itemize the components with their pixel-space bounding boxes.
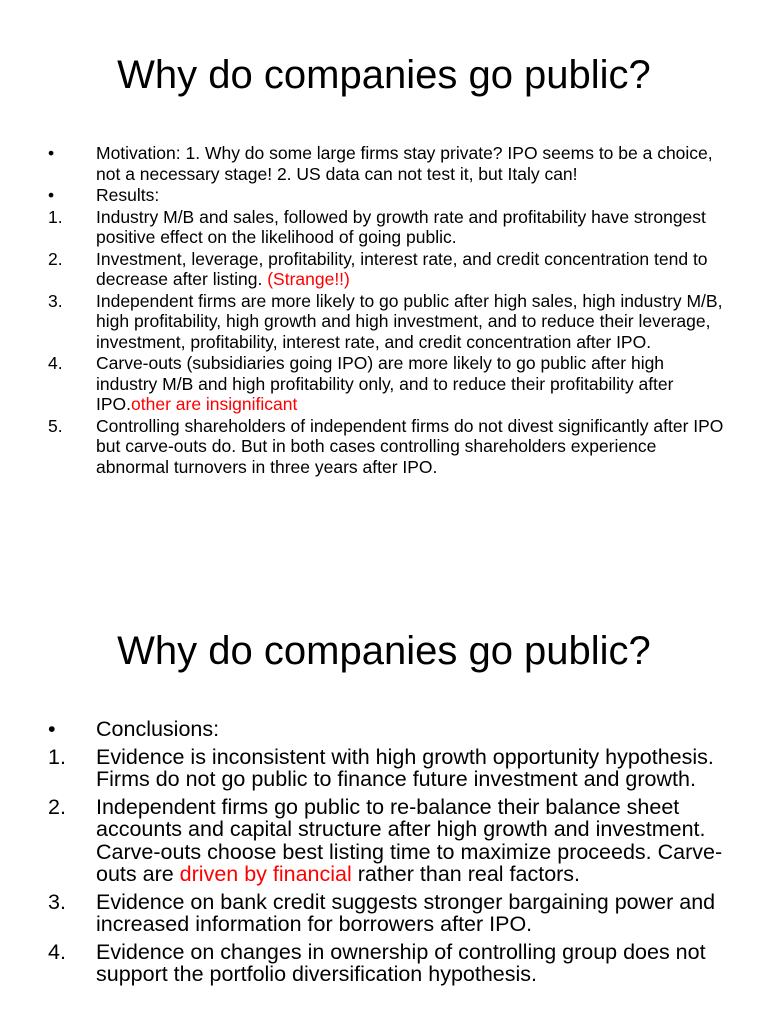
item-text: Evidence on bank credit suggests stronger bargaining power and increased information for borrowers after IPO. bbox=[96, 889, 716, 936]
slide-2 bbox=[0, 600, 768, 1024]
slide-1-title: Why do companies go public? bbox=[117, 53, 651, 97]
number-marker: 3. bbox=[48, 889, 66, 914]
bullet-marker: • bbox=[48, 717, 56, 741]
number-marker: 2. bbox=[48, 794, 66, 819]
number-marker: 3. bbox=[48, 290, 63, 311]
item-text: Independent firms go public to re-balance their balance sheet accounts and capital structure after high growth and investment. Carve-outs choose best listing time to maximize proceeds. Carve-outs are bbox=[96, 794, 723, 886]
bullet-marker: • bbox=[48, 143, 55, 163]
number-marker: 1. bbox=[48, 744, 66, 769]
conclusion-item-2 bbox=[0, 796, 768, 886]
conclusion-item-1 bbox=[0, 746, 768, 791]
number-marker: 1. bbox=[48, 206, 63, 227]
item-text: Results: bbox=[96, 185, 160, 205]
item-text: Conclusions: bbox=[96, 717, 220, 741]
number-marker: 2. bbox=[48, 248, 63, 269]
number-marker: 4. bbox=[48, 939, 66, 964]
number-marker: 4. bbox=[48, 353, 63, 373]
result-item-2 bbox=[0, 249, 768, 290]
item-text: Evidence is inconsistent with high growth opportunity hypothesis. Firms do not go public to finance future investment and growth. bbox=[96, 744, 714, 791]
conclusions-heading-item bbox=[0, 718, 768, 741]
result-item-3 bbox=[0, 291, 768, 353]
item-text: Investment, leverage, profitability, interest rate, and credit concentration tend to decrease after listing. bbox=[96, 248, 708, 289]
highlight-text: other are insignificant bbox=[131, 394, 298, 414]
item-text-continued: rather than real factors. bbox=[351, 862, 581, 886]
number-marker: 5. bbox=[48, 415, 63, 436]
slide-2-bullet-list bbox=[0, 718, 768, 986]
conclusion-item-3 bbox=[0, 891, 768, 936]
results-heading-item bbox=[0, 185, 768, 206]
item-text: Controlling shareholders of independent firms do not divest significantly after IPO but carve-outs do. But in both cases controlling shareholders experience abnormal turnovers in three years after IPO. bbox=[96, 415, 724, 477]
conclusion-item-4 bbox=[0, 941, 768, 986]
item-text: Motivation: 1. Why do some large firms stay private? IPO seems to be a choice, not a necessary stage! 2. US data can not test it, but Italy can! bbox=[96, 143, 713, 184]
slide-1-bullet-list bbox=[0, 143, 768, 477]
slide-2-title: Why do companies go public? bbox=[117, 629, 651, 673]
result-item-4 bbox=[0, 353, 768, 415]
motivation-item bbox=[0, 143, 768, 184]
highlight-text: driven by financial bbox=[179, 862, 352, 886]
result-item-5 bbox=[0, 416, 768, 478]
result-item-1 bbox=[0, 207, 768, 248]
bullet-marker: • bbox=[48, 185, 55, 205]
highlight-text: (Strange!!) bbox=[267, 269, 350, 289]
item-text: Independent firms are more likely to go public after high sales, high industry M/B, high profitability, high growth and high investment, and to reduce their leverage, investment, profitability, interest rate, and credit concentration after IPO. bbox=[96, 290, 723, 352]
item-text: Industry M/B and sales, followed by growth rate and profitability have strongest positive effect on the likelihood of going public. bbox=[96, 206, 706, 247]
item-text: Carve-outs (subsidiaries going IPO) are more likely to go public after high industry M/B and high profitability only, and to reduce their profitability after IPO. bbox=[96, 353, 674, 414]
item-text: Evidence on changes in ownership of controlling group does not support the portfolio diversification hypothesis. bbox=[96, 939, 706, 986]
